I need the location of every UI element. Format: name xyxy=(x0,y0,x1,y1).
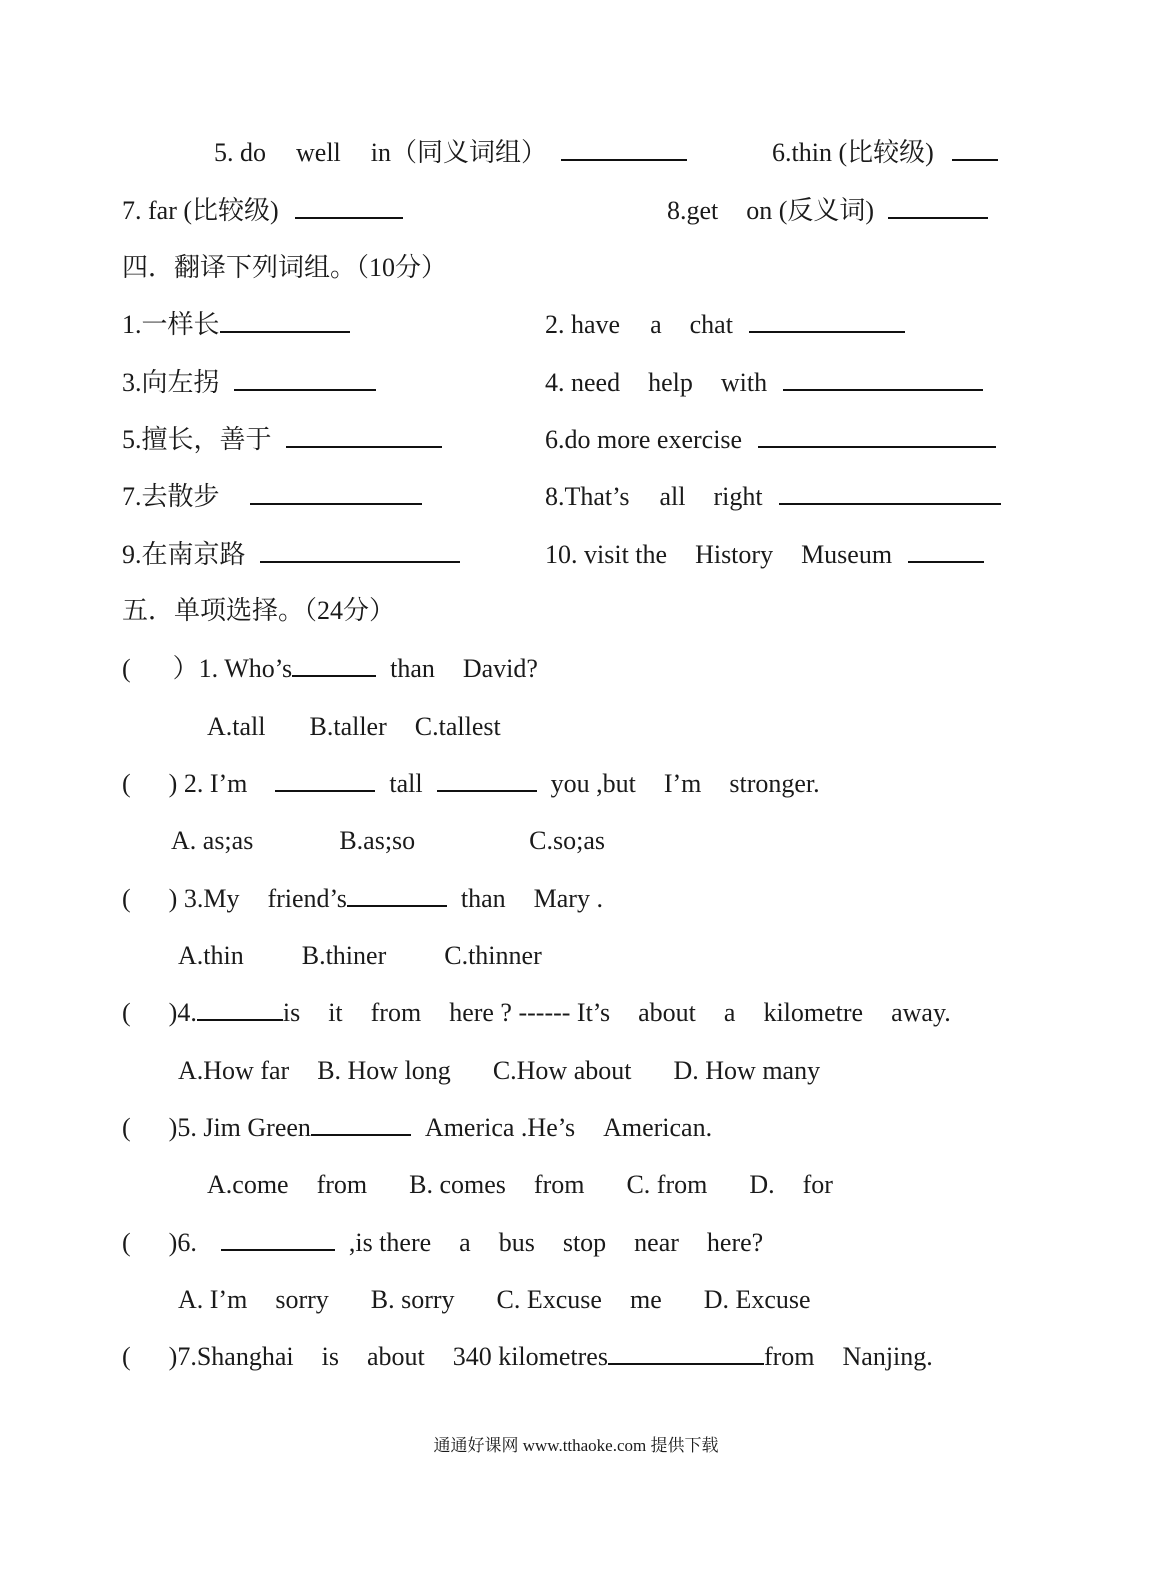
question-word: bus xyxy=(498,1228,535,1257)
option-b[interactable]: B.thiner xyxy=(301,941,387,970)
translate-label: 4. need xyxy=(545,368,621,397)
answer-blank[interactable] xyxy=(234,369,376,391)
question-2-stem: ) 2. I’m xyxy=(168,769,248,798)
question-word: America .He’s xyxy=(424,1113,576,1142)
answer-blank[interactable] xyxy=(286,426,442,448)
item-6-label: 6.thin (比较级) xyxy=(772,138,934,167)
answer-blank[interactable] xyxy=(221,1229,335,1251)
question-6-stem: )6. xyxy=(168,1228,197,1257)
answer-paren[interactable]: ( xyxy=(122,654,131,683)
option-c[interactable]: C. from xyxy=(626,1170,708,1199)
answer-blank[interactable] xyxy=(250,483,422,505)
item-7-line xyxy=(122,195,403,227)
question-word: friend’s xyxy=(267,884,347,913)
item-5-hint: in（同义词组） xyxy=(370,138,547,167)
question-word: near xyxy=(634,1228,679,1257)
answer-paren[interactable]: ( xyxy=(122,1113,131,1142)
question-word: tall xyxy=(389,769,423,798)
question-word: a xyxy=(459,1228,471,1257)
option-b[interactable]: B. sorry xyxy=(370,1285,455,1314)
question-word: I’m xyxy=(663,769,702,798)
question-word: American. xyxy=(603,1113,713,1142)
option-c[interactable]: C.thinner xyxy=(444,941,542,970)
question-4 xyxy=(122,997,951,1029)
option-word: from xyxy=(533,1170,585,1199)
translate-label: 6.do more exercise xyxy=(545,425,743,454)
translate-item-4 xyxy=(545,367,983,399)
question-word: from xyxy=(370,998,422,1027)
translate-word: help xyxy=(648,368,693,397)
page-footer: 通通好课网 www.tthaoke.com 提供下载 xyxy=(433,1436,719,1455)
question-4-stem: )4. xyxy=(168,998,197,1027)
option-b[interactable]: B. How long xyxy=(317,1056,451,1085)
section-4-heading: 四．翻译下列词组。（10分） xyxy=(122,253,448,282)
answer-paren[interactable]: ( xyxy=(122,769,131,798)
option-b[interactable]: B.taller xyxy=(309,712,387,741)
answer-paren[interactable]: ( xyxy=(122,1342,131,1371)
option-d[interactable]: D. Excuse xyxy=(703,1285,811,1314)
translate-item-8 xyxy=(545,481,1001,513)
question-5-options xyxy=(207,1169,833,1201)
translate-label: 1.一样长 xyxy=(122,310,220,339)
option-a[interactable]: A.come xyxy=(207,1170,289,1199)
item-5-line xyxy=(214,137,687,169)
translate-label: 5.擅长，善于 xyxy=(122,425,272,454)
question-word: is xyxy=(282,998,301,1027)
answer-blank[interactable] xyxy=(197,999,283,1021)
option-a[interactable]: A.thin xyxy=(178,941,244,970)
question-word: is xyxy=(321,1342,339,1371)
question-6 xyxy=(122,1227,763,1259)
question-5-stem: )5. Jim Green xyxy=(168,1113,311,1142)
option-a[interactable]: A. I’m xyxy=(178,1285,248,1314)
question-word: away. xyxy=(891,998,951,1027)
option-d[interactable]: D. xyxy=(749,1170,775,1199)
question-word: about xyxy=(366,1342,425,1371)
question-word: 340 kilometres xyxy=(452,1342,608,1371)
translate-label: 8.That’s xyxy=(545,482,630,511)
question-7-stem: )7.Shanghai xyxy=(168,1342,294,1371)
item-5-word: well xyxy=(296,138,341,167)
translate-label: 9.在南京路 xyxy=(122,540,246,569)
item-6-line xyxy=(772,137,998,169)
question-word: about xyxy=(638,998,696,1027)
option-a[interactable]: A.How far xyxy=(178,1056,290,1085)
translate-item-3 xyxy=(122,367,376,399)
option-c[interactable]: C.How about xyxy=(492,1056,632,1085)
answer-blank[interactable] xyxy=(311,1114,411,1136)
answer-blank[interactable] xyxy=(908,541,984,563)
translate-label: 10. visit the xyxy=(545,540,668,569)
question-word: than xyxy=(460,884,506,913)
option-d[interactable]: D. How many xyxy=(673,1056,821,1085)
answer-paren[interactable]: ( xyxy=(122,884,131,913)
question-3-options xyxy=(178,940,542,972)
answer-blank[interactable] xyxy=(608,1343,764,1365)
question-word: stronger. xyxy=(729,769,820,798)
question-word: it xyxy=(328,998,343,1027)
translate-word: right xyxy=(713,482,763,511)
translate-item-5 xyxy=(122,424,442,456)
item-5-label: 5. do xyxy=(214,138,266,167)
answer-blank[interactable] xyxy=(275,770,375,792)
translate-item-7 xyxy=(122,481,422,513)
question-2-options xyxy=(171,825,605,857)
option-c[interactable]: C.so;as xyxy=(529,826,606,855)
answer-blank[interactable] xyxy=(783,369,983,391)
question-word: Nanjing. xyxy=(842,1342,933,1371)
question-6-options xyxy=(178,1284,811,1316)
answer-paren[interactable]: ( xyxy=(122,998,131,1027)
answer-blank[interactable] xyxy=(347,885,447,907)
translate-word: all xyxy=(659,482,686,511)
option-word: for xyxy=(802,1170,833,1199)
question-7 xyxy=(122,1341,933,1373)
answer-blank[interactable] xyxy=(292,655,376,677)
translate-label: 2. have xyxy=(545,310,621,339)
translate-word: with xyxy=(720,368,768,397)
translate-word: History xyxy=(695,540,774,569)
translate-item-6 xyxy=(545,424,996,456)
translate-label: 3.向左拐 xyxy=(122,368,220,397)
item-8-hint: on (反义词) xyxy=(746,196,875,225)
option-a[interactable]: A.tall xyxy=(207,712,266,741)
question-1-stem: ）1. Who’s xyxy=(172,654,293,683)
answer-blank[interactable] xyxy=(888,197,988,219)
translate-item-2 xyxy=(545,309,905,341)
question-2 xyxy=(122,768,820,800)
translate-label: 7.去散步 xyxy=(122,482,220,511)
question-1 xyxy=(122,653,538,685)
question-word: than xyxy=(390,654,435,683)
section-5-heading: 五．单项选择。（24分） xyxy=(122,596,396,625)
answer-blank[interactable] xyxy=(295,197,403,219)
question-word: from xyxy=(763,1342,815,1371)
answer-paren[interactable]: ( xyxy=(122,1228,131,1257)
answer-blank[interactable] xyxy=(561,139,687,161)
option-c[interactable]: C. Excuse xyxy=(496,1285,602,1314)
translate-item-1 xyxy=(122,309,350,341)
question-4-options xyxy=(178,1055,820,1087)
translate-word: chat xyxy=(689,310,733,339)
question-5 xyxy=(122,1112,712,1144)
answer-blank[interactable] xyxy=(260,541,460,563)
translate-item-10 xyxy=(545,539,984,571)
item-8-line xyxy=(667,195,988,227)
question-word: stop xyxy=(562,1228,607,1257)
question-3 xyxy=(122,883,603,915)
option-word: me xyxy=(629,1285,662,1314)
question-word: a xyxy=(723,998,736,1027)
question-word: kilometre xyxy=(763,998,864,1027)
question-word: Mary . xyxy=(533,884,603,913)
question-word: here ? ------ It’s xyxy=(449,998,611,1027)
translate-word: a xyxy=(650,310,662,339)
option-b[interactable]: B. comes xyxy=(409,1170,506,1199)
answer-blank[interactable] xyxy=(749,311,905,333)
translate-item-9 xyxy=(122,539,460,571)
question-word: ,is there xyxy=(348,1228,432,1257)
answer-blank[interactable] xyxy=(220,311,350,333)
option-word: sorry xyxy=(275,1285,329,1314)
question-1-options xyxy=(207,711,501,743)
answer-blank[interactable] xyxy=(758,426,996,448)
question-word: David? xyxy=(462,654,538,683)
answer-blank[interactable] xyxy=(437,770,537,792)
option-a[interactable]: A. as;as xyxy=(171,826,254,855)
option-word: from xyxy=(316,1170,368,1199)
question-word: you ,but xyxy=(550,769,636,798)
translate-word: Museum xyxy=(801,540,893,569)
answer-blank[interactable] xyxy=(779,483,1001,505)
answer-blank[interactable] xyxy=(952,139,998,161)
item-7-label: 7. far (比较级) xyxy=(122,196,279,225)
option-c[interactable]: C.tallest xyxy=(414,712,501,741)
item-8-label: 8.get xyxy=(667,196,719,225)
option-b[interactable]: B.as;so xyxy=(339,826,416,855)
question-word: here? xyxy=(706,1228,764,1257)
question-3-stem: ) 3.My xyxy=(168,884,240,913)
